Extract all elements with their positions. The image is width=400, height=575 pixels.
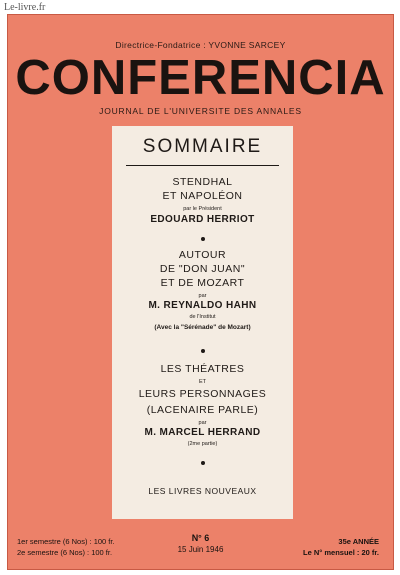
masthead-title: CONFERENCIA [15, 51, 386, 105]
article2-extra: (Avec la "Sérénade" de Mozart) [154, 324, 251, 331]
article3-title-line1: LES THÉATRES [160, 363, 245, 375]
article2-byline: par [198, 293, 207, 299]
masthead-subtitle: JOURNAL DE L'UNIVERSITE DES ANNALES [99, 106, 302, 116]
article3-author: M. MARCEL HERRAND [144, 427, 261, 438]
sommaire-panel [112, 126, 293, 519]
article1-byline: par le Président [183, 206, 222, 212]
magazine-cover [7, 14, 394, 570]
article2-note: de l'Institut [189, 314, 216, 320]
article1-title-line1: STENDHAL [172, 176, 233, 188]
sommaire-rule [126, 165, 279, 166]
separator-dot [201, 461, 205, 465]
article3-title-line2: ET [198, 379, 207, 385]
monthly-price: Le N° mensuel : 20 fr. [303, 548, 379, 557]
article1-author: EDOUARD HERRIOT [150, 214, 255, 225]
issue-date: 15 Juin 1946 [177, 545, 224, 554]
watermark: Le-livre.fr [4, 2, 46, 13]
year-info [303, 536, 379, 558]
semester1-price: 1er semestre (6 Nos) : 100 fr. [17, 537, 115, 546]
year-label: 35e ANNÉE [338, 537, 379, 546]
issue-number: N° 6 [191, 533, 210, 543]
article3-title-line3: LEURS PERSONNAGES [138, 388, 267, 400]
sommaire-title: SOMMAIRE [142, 136, 263, 157]
director-line: Directrice-Fondatrice : YVONNE SARCEY [115, 40, 286, 50]
article3-byline: par [198, 420, 207, 426]
article2-title-line1: AUTOUR [178, 249, 227, 261]
article1-title-line2: ET NAPOLÉON [162, 190, 243, 202]
article3-title-line4: (LACENAIRE PARLE) [146, 404, 259, 416]
article3-note: (2me partie) [187, 441, 218, 447]
separator-dot [201, 349, 205, 353]
semester2-price: 2e semestre (6 Nos) : 100 fr. [17, 548, 113, 557]
last-item: LES LIVRES NOUVEAUX [148, 486, 257, 496]
separator-dot [201, 237, 205, 241]
article2-author: M. REYNALDO HAHN [148, 300, 257, 311]
article2-title-line2: DE "DON JUAN" [159, 263, 246, 275]
article2-title-line3: ET DE MOZART [160, 277, 245, 289]
